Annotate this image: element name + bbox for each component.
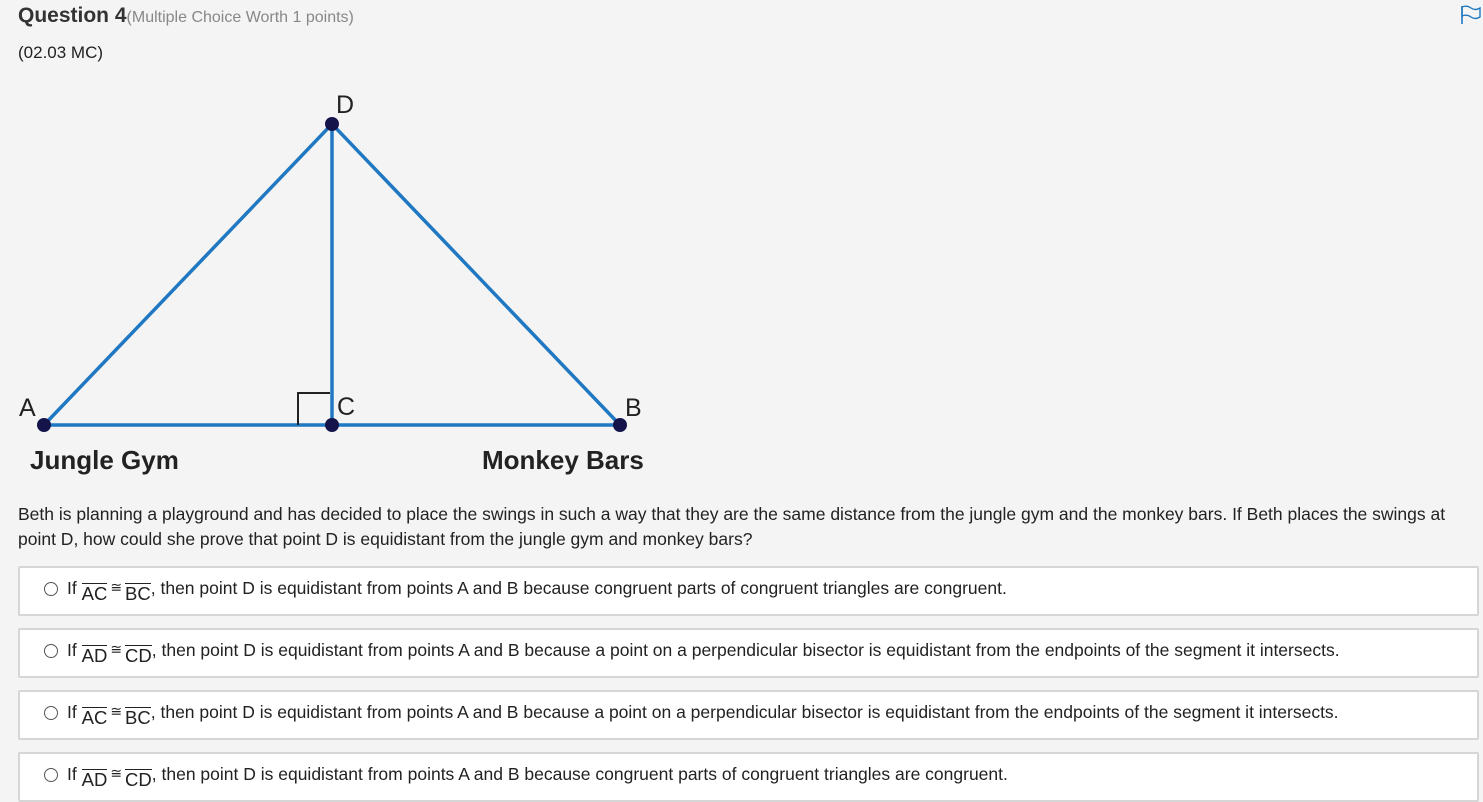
flag-icon[interactable]	[1460, 5, 1482, 25]
choice-text: If AD ≅ CD, then point D is equidistant from points A and B because a point on a perpendicular bisector is equidistant from the endpoints of the segment it intersects.	[67, 640, 1340, 666]
radio-button[interactable]	[44, 644, 58, 658]
choice-text: If AC ≅ BC, then point D is equidistant from points A and B because a point on a perpendicular bisector is equidistant from the endpoints of the segment it intersects.	[67, 702, 1339, 728]
label-monkey-bars: Monkey Bars	[482, 445, 644, 475]
geometry-figure	[0, 80, 680, 490]
question-title: Question 4	[18, 4, 127, 27]
answer-choice-1[interactable]	[18, 566, 1479, 616]
congruent-symbol: ≅	[110, 579, 123, 595]
congruent-symbol: ≅	[110, 641, 123, 657]
label-d: D	[336, 91, 355, 119]
question-worth: (Multiple Choice Worth 1 points)	[126, 9, 354, 26]
point-a	[37, 418, 51, 432]
congruent-symbol: ≅	[110, 765, 123, 781]
radio-button[interactable]	[44, 768, 58, 782]
segment-db	[332, 124, 620, 425]
segment-ad	[44, 124, 332, 425]
question-code: (02.03 MC)	[18, 43, 104, 62]
choice-text: If AD ≅ CD, then point D is equidistant from points A and B because congruent parts of congruent triangles are congruent.	[67, 764, 1008, 790]
segment-bc: BC	[125, 583, 151, 604]
point-d	[325, 117, 339, 131]
label-c: C	[337, 393, 356, 421]
question-header	[18, 4, 354, 28]
label-b: B	[625, 394, 642, 422]
segment-bc: BC	[125, 707, 151, 728]
label-a: A	[19, 394, 36, 422]
segment-ad: AD	[81, 645, 108, 666]
answer-choice-2[interactable]	[18, 628, 1479, 678]
right-angle-marker	[298, 393, 330, 425]
radio-button[interactable]	[44, 582, 58, 596]
answer-choice-4[interactable]	[18, 752, 1479, 802]
choice-text: If AC ≅ BC, then point D is equidistant from points A and B because congruent parts of congruent triangles are congruent.	[67, 578, 1007, 604]
segment-ac: AC	[81, 707, 108, 728]
segment-cd: CD	[125, 769, 152, 790]
answer-choice-3[interactable]	[18, 690, 1479, 740]
congruent-symbol: ≅	[110, 703, 123, 719]
radio-button[interactable]	[44, 706, 58, 720]
label-jungle-gym: Jungle Gym	[30, 445, 179, 475]
segment-ac: AC	[81, 583, 108, 604]
segment-cd: CD	[125, 645, 152, 666]
question-prompt: Beth is planning a playground and has decided to place the swings in such a way that they are the same distance from the jungle gym and the monkey bars. If Beth places the swings at point D, how could she prove that point D is equidistant from the jungle gym and monkey bars?	[18, 504, 1446, 549]
segment-ad: AD	[81, 769, 108, 790]
